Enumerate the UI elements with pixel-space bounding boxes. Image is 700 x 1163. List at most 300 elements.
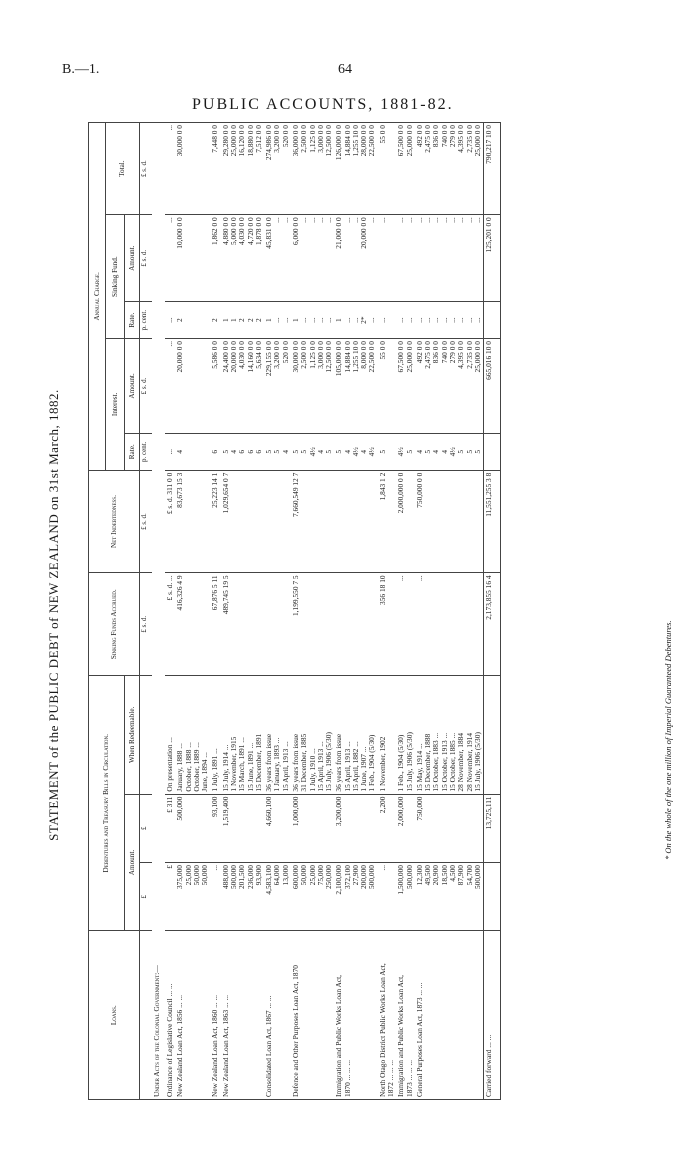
interest-amount-line: 3,000 0 0	[315, 341, 325, 369]
loan-name	[165, 931, 175, 1100]
interest-rate-line: 4	[315, 449, 325, 454]
table-row	[334, 123, 377, 1100]
net-indebtedness: 7,660,549 12 7	[291, 470, 334, 573]
sinking-funds-accrued: 356 18 10	[378, 573, 397, 676]
interest-amount-line: 22,500 0 0	[367, 341, 377, 373]
interest-rate-line: 5	[324, 449, 334, 454]
when-redeemable-line: 15 May, 1914 ...	[414, 743, 424, 792]
interest-amount-line: 25,000 0 0	[404, 341, 414, 373]
debenture-amounts	[221, 863, 264, 931]
when-redeemable-line: January, 1888 ...	[175, 743, 185, 792]
interest-rate-line: 4	[414, 449, 424, 454]
interest-amount-line: 1,125 0 0	[307, 341, 317, 369]
annual-total-line: 7,512 0 0	[253, 125, 263, 153]
debenture-amounts-line: 236,000	[245, 865, 255, 890]
sinking-fund-rate-line: ...	[307, 317, 317, 323]
when-redeemable-line: 15 April, 1913 ...	[342, 741, 352, 792]
annual-total-line: 7,448 0 0	[210, 125, 220, 153]
table-row	[396, 123, 415, 1100]
interest-rate-line: 4½	[307, 447, 317, 457]
sinking-fund-rate-line: ...	[377, 317, 387, 323]
sinking-fund-rate	[334, 302, 377, 339]
interest-amount-line: 24,400 0 0	[220, 341, 230, 373]
table-body	[140, 123, 484, 1100]
table-row	[175, 123, 210, 1100]
debenture-amounts-line: £	[165, 865, 174, 869]
debenture-amounts-line: 488,000	[220, 865, 230, 890]
interest-rate-line: 4	[359, 449, 369, 454]
unit-pcent: p. cent.	[140, 433, 153, 470]
statement-title: STATEMENT of the PUBLIC DEBT of NEW ZEALAND on 31st March, 1882.	[46, 389, 61, 841]
debenture-amounts-line: 375,000	[175, 865, 185, 890]
sinking-fund-rate-line: ...	[165, 317, 174, 323]
interest-rate-line: 4½	[448, 447, 457, 457]
debenture-group-amount: 1,519,400	[221, 794, 264, 862]
sinking-fund-rate-line: 1	[264, 318, 274, 322]
sinking-fund-amount-line: ...	[307, 217, 317, 223]
loan-name-line: 1873 ... ... ...	[404, 1060, 414, 1097]
sinking-fund-amount-line: 6,000 0 0	[290, 217, 300, 246]
table-row	[210, 123, 220, 1100]
running-title: PUBLIC ACCOUNTS, 1881-82.	[192, 96, 454, 113]
loan-name-line: North Otago District Public Works Loan Act,	[377, 963, 387, 1097]
carried-forward-net: 11,551,255 3 8	[484, 470, 501, 573]
sinking-fund-amount-line: ...	[280, 217, 290, 223]
interest-rate-line: 5	[456, 449, 466, 454]
sinking-fund-rate-line: ...	[456, 317, 466, 323]
page-number: 64	[338, 62, 352, 77]
annual-total-line: 28,000 0 0	[359, 125, 369, 157]
sinking-fund-amount-line: ...	[456, 217, 466, 223]
interest-rate	[264, 433, 291, 470]
carried-forward-body	[484, 123, 501, 1100]
sinking-fund-amount	[378, 215, 397, 302]
debenture-amounts-line: 500,000	[404, 865, 414, 890]
sinking-fund-amount-line: ...	[350, 217, 360, 223]
interest-rate-line: 5	[220, 449, 230, 454]
sinking-fund-rate-line: ...	[472, 317, 482, 323]
debenture-amounts-line: 600,000	[290, 865, 300, 890]
sinking-fund-amount-line: 1,878 0 0	[253, 217, 263, 246]
net-indebtedness: 25,223 14 1	[210, 470, 220, 573]
annual-total-line: 67,500 0 0	[396, 125, 406, 157]
debenture-amounts-line: 1,500,000	[396, 865, 406, 895]
units-row	[140, 123, 153, 1100]
debenture-amounts-line: 93,900	[253, 865, 263, 886]
when-redeemable-line: 15 April, 1882 ...	[350, 741, 360, 792]
sinking-fund-rate-line: ...	[299, 317, 309, 323]
header-loans: Loans.	[89, 931, 140, 1100]
net-indebtedness: £ s. d. 311 0 0	[165, 470, 175, 573]
interest-rate-line: 5	[264, 449, 274, 454]
debenture-amounts-line: 200,000	[359, 865, 369, 890]
interest-rate-line: 4	[175, 449, 185, 454]
debenture-amounts-line: 12,300	[414, 865, 424, 886]
interest-rate	[396, 433, 415, 470]
interest-amount	[378, 339, 397, 434]
when-redeemable-line: 1 November, 1902	[377, 736, 387, 792]
when-redeemable-line: 15 October, 1913 ...	[439, 732, 449, 792]
interest-rate	[415, 433, 484, 470]
interest-rate-line: 5	[472, 449, 482, 454]
when-redeemable-line: 1 July, 1891 ...	[210, 748, 220, 792]
when-redeemable-line: 1 Feb., 1904 (5/30)	[367, 734, 377, 792]
interest-amount	[264, 339, 291, 434]
debenture-group-amount: 500,000	[175, 794, 210, 862]
interest-rate	[334, 433, 377, 470]
sinking-fund-rate-line: 1	[220, 318, 230, 322]
when-redeemable-line: 15 March, 1891 ...	[237, 737, 247, 792]
debenture-amounts	[415, 863, 484, 931]
header-sinking-funds-accrued: Sinking Funds Accrued.	[89, 573, 140, 676]
sinking-funds-accrued: £ s. d. ...	[165, 573, 175, 676]
debenture-amounts-line: 201,500	[237, 865, 247, 890]
sinking-funds-accrued: 489,745 19 5	[221, 573, 264, 676]
debenture-amounts-line: 500,000	[228, 865, 238, 890]
when-redeemable	[415, 676, 484, 794]
interest-amount-line: 229,155 0 0	[264, 341, 274, 377]
sinking-fund-rate	[378, 302, 397, 339]
sinking-fund-amount-line: ...	[414, 217, 424, 223]
sinking-fund-amount-line: 10,000 0 0	[175, 217, 185, 249]
loan-name	[210, 931, 220, 1100]
when-redeemable-line: On presentation ...	[165, 737, 174, 792]
interest-amount-line: 8,000 0 0	[359, 341, 369, 369]
debenture-amounts	[378, 863, 397, 931]
carried-forward-sinking-fund: 125,201 0 0	[484, 215, 501, 302]
when-redeemable	[378, 676, 397, 794]
sinking-funds-accrued: 416,326 4 9	[175, 573, 210, 676]
debenture-amounts	[291, 863, 334, 931]
when-redeemable-line: October, 1888 ...	[183, 742, 193, 792]
section-reference: B.—1.	[62, 62, 100, 77]
sinking-fund-rate-line: ...	[423, 317, 433, 323]
annual-total	[175, 123, 210, 215]
debenture-amounts-line: ...	[210, 865, 220, 871]
debenture-group-amount: £ 311	[165, 794, 175, 862]
annual-total-line: 4,395 0 0	[456, 125, 466, 153]
when-redeemable	[165, 676, 175, 794]
loan-name	[334, 931, 377, 1100]
annual-total	[396, 123, 415, 215]
sinking-fund-amount	[334, 215, 377, 302]
loan-name-line: New Zealand Loan Act, 1856 ... ...	[175, 994, 185, 1097]
carried-forward-total: 790,217 10 0	[484, 123, 501, 215]
loan-name-line: New Zealand Loan Act, 1863 ... ...	[220, 994, 230, 1097]
interest-amount	[415, 339, 484, 434]
sinking-fund-amount-line: ...	[472, 217, 482, 223]
sinking-fund-rate-line: ...	[464, 317, 474, 323]
sinking-fund-rate-line: 2	[175, 318, 185, 322]
sinking-fund-amount-line: ...	[423, 217, 433, 223]
sinking-fund-amount-line: 1,862 0 0	[210, 217, 220, 246]
sinking-fund-amount	[291, 215, 334, 302]
header-net-indebtedness: Net Indebtedness.	[89, 470, 140, 573]
loan-name	[291, 931, 334, 1100]
when-redeemable-line: 15 December, 1888	[423, 733, 433, 792]
interest-amount	[221, 339, 264, 434]
interest-amount-line: 25,000 0 0	[472, 341, 482, 373]
debenture-amounts-line: 372,100	[342, 865, 352, 890]
sinking-fund-rate-line: 2	[237, 318, 247, 322]
sinking-fund-amount-line: ...	[299, 217, 309, 223]
interest-rate	[210, 433, 220, 470]
when-redeemable	[175, 676, 210, 794]
annual-total-line: 836 0 0	[431, 125, 441, 148]
interest-rate-line: 4	[228, 449, 238, 454]
interest-rate	[165, 433, 175, 470]
table-row	[221, 123, 264, 1100]
sinking-fund-rate-line: ...	[439, 317, 449, 323]
loan-name-line: Consolidated Loan Act, 1867 ... ...	[264, 995, 274, 1097]
rotated-statement	[40, 120, 680, 1110]
debenture-amounts-line: 25,000	[183, 865, 193, 886]
loan-name	[221, 931, 264, 1100]
sinking-fund-amount-line: ...	[367, 217, 377, 223]
carried-forward-sinking-accrued: 2,173,855 16 4	[484, 573, 501, 676]
debenture-amounts-line: 64,000	[272, 865, 282, 886]
interest-rate-line: 4	[342, 449, 352, 454]
interest-amount	[165, 339, 175, 434]
sinking-fund-rate	[175, 302, 210, 339]
debenture-amounts-line: ...	[377, 865, 387, 871]
sinking-fund-amount-line: ...	[342, 217, 352, 223]
header-interest-amount: Amount.	[125, 339, 140, 434]
sinking-fund-rate-line: ...	[324, 317, 334, 323]
when-redeemable-line: 15 October, 1885 ...	[448, 732, 457, 792]
when-redeemable-line: 15 July, 1906 (5/30)	[324, 732, 334, 792]
interest-amount-line: 14,884 0 0	[342, 341, 352, 373]
annual-total-line: 2,735 0 0	[464, 125, 474, 153]
annual-total-line: 3,000 0 0	[315, 125, 325, 153]
sinking-fund-amount-line: 20,000 0 0	[359, 217, 369, 249]
header-interest: Interest.	[106, 339, 125, 471]
debenture-amounts-line: 20,900	[431, 865, 441, 886]
when-redeemable	[264, 676, 291, 794]
loan-name	[175, 931, 210, 1100]
table-row	[165, 123, 175, 1100]
interest-amount-line: 520 0 0	[280, 341, 290, 364]
sinking-fund-amount	[210, 215, 220, 302]
header-sf-amount: Amount.	[125, 215, 140, 302]
sinking-fund-rate-line: 1	[290, 318, 300, 322]
sinking-fund-rate-line: ...	[367, 317, 377, 323]
debenture-amounts-line: 4,583,100	[264, 865, 274, 895]
interest-rate-line: 6	[253, 449, 263, 454]
when-redeemable-line: June, 1894 ...	[200, 752, 210, 792]
interest-amount-line: 12,500 0 0	[324, 341, 334, 373]
interest-rate	[291, 433, 334, 470]
annual-total-line: 22,500 0 0	[367, 125, 377, 157]
sinking-fund-amount-line: ...	[315, 217, 325, 223]
debenture-amounts	[264, 863, 291, 931]
sinking-fund-rate-line: 2*	[359, 316, 369, 324]
sinking-fund-amount-line: ...	[431, 217, 441, 223]
debenture-amounts-line: 27,900	[350, 865, 360, 886]
interest-rate-line: 5	[464, 449, 474, 454]
sinking-fund-rate	[221, 302, 264, 339]
loan-name	[378, 931, 397, 1100]
debenture-amounts-line: 54,700	[464, 865, 474, 886]
debenture-amounts-line: 49,500	[423, 865, 433, 886]
public-debt-table	[88, 122, 501, 1100]
loan-name-line: 1870 ... ... ...	[342, 1060, 352, 1097]
section-heading-row	[152, 123, 165, 1100]
debenture-amounts-line: 50,000	[299, 865, 309, 886]
interest-rate-line: 6	[245, 449, 255, 454]
sinking-fund-rate	[165, 302, 175, 339]
loan-name-line: New Zealand Loan Act, 1860 ... ...	[210, 994, 220, 1097]
when-redeemable	[396, 676, 415, 794]
sinking-fund-amount-line: ...	[404, 217, 414, 223]
when-redeemable	[334, 676, 377, 794]
sinking-fund-rate-line: 2	[245, 318, 255, 322]
interest-amount-line: 279 0 0	[448, 341, 457, 364]
sinking-fund-rate	[396, 302, 415, 339]
interest-amount-line: 105,000 0 0	[334, 341, 344, 377]
sinking-fund-amount-line: ...	[324, 217, 334, 223]
interest-amount-line: 1,255 10 0	[350, 341, 360, 373]
sinking-fund-amount	[396, 215, 415, 302]
interest-rate	[175, 433, 210, 470]
when-redeemable-line: 28 November, 1914	[464, 732, 474, 792]
header-amount: Amount.	[125, 794, 140, 931]
unit-pcent: p. cent.	[140, 302, 153, 339]
debenture-amounts	[396, 863, 415, 931]
sinking-fund-rate-line: ...	[342, 317, 352, 323]
annual-total	[291, 123, 334, 215]
debenture-group-amount: 750,000	[415, 794, 484, 862]
interest-amount-line: 67,500 0 0	[396, 341, 406, 373]
interest-rate-line: 6	[210, 449, 220, 454]
sinking-fund-rate	[264, 302, 291, 339]
interest-amount	[334, 339, 377, 434]
annual-total-line: 12,500 0 0	[324, 125, 334, 157]
when-redeemable-line: 1 January, 1893 ...	[272, 737, 282, 792]
header-interest-rate: Rate.	[125, 433, 140, 470]
interest-amount	[291, 339, 334, 434]
annual-total-line: ...	[165, 125, 174, 131]
annual-total-line: 29,280 0 0	[220, 125, 230, 157]
interest-amount-line: 4,030 0 0	[237, 341, 247, 369]
sinking-fund-rate-line: ...	[396, 317, 406, 323]
interest-rate-line: ...	[165, 449, 174, 455]
interest-amount-line: 55 0 0	[377, 341, 387, 360]
debenture-amounts-line: 500,000	[472, 865, 482, 890]
debenture-amounts-line: 500,000	[367, 865, 377, 890]
carried-forward-row	[484, 123, 501, 1100]
sinking-fund-rate-line: ...	[404, 317, 414, 323]
sinking-fund-rate-line: ...	[272, 317, 282, 323]
header-sf-rate: Rate.	[125, 302, 140, 339]
annual-total-line: 36,000 0 0	[290, 125, 300, 157]
section-heading: Under Acts of the Colonial Government:—	[152, 123, 165, 1100]
debenture-group-amount: 1,000,000	[291, 794, 334, 862]
sinking-fund-amount-line: ...	[165, 217, 174, 223]
when-redeemable-line: 36 years from issue	[290, 733, 300, 792]
debenture-amounts	[165, 863, 175, 931]
annual-total-line: 520 0 0	[280, 125, 290, 148]
interest-rate-line: 4	[439, 449, 449, 454]
debenture-group-amount: 4,660,100	[264, 794, 291, 862]
interest-amount-line: 20,000 0 0	[175, 341, 185, 373]
carried-forward-interest: 665,016 10 0	[484, 339, 501, 434]
sinking-fund-amount-line: ...	[396, 217, 406, 223]
sinking-fund-amount-line: 4,030 0 0	[237, 217, 247, 246]
sinking-fund-amount-line: 5,000 0 0	[228, 217, 238, 246]
sinking-funds-accrued: ...	[415, 573, 484, 676]
interest-rate-line: 4½	[396, 447, 406, 457]
interest-amount	[210, 339, 220, 434]
sinking-fund-amount-line: 4,720 0 0	[245, 217, 255, 246]
unit-pound: £	[140, 863, 153, 931]
interest-amount-line: 2,735 0 0	[464, 341, 474, 369]
when-redeemable-line: 1 July, 1910 ...	[307, 748, 317, 792]
table-row	[378, 123, 397, 1100]
interest-amount-line: 3,200 0 0	[272, 341, 282, 369]
annual-total-line: 1,255 10 0	[350, 125, 360, 157]
annual-total-line: 492 0 0	[414, 125, 424, 148]
debenture-group-amount: 3,200,000	[334, 794, 377, 862]
annual-total	[378, 123, 397, 215]
sinking-fund-rate-line: 2	[210, 318, 220, 322]
annual-total-line: 1,125 0 0	[307, 125, 317, 153]
sinking-fund-amount-line: 21,000 0 0	[334, 217, 344, 249]
when-redeemable-line: 15 June, 1891 ...	[245, 742, 255, 792]
unit-pound: £	[140, 794, 153, 862]
interest-rate-line: 5	[299, 449, 309, 454]
sinking-fund-amount-line: ...	[439, 217, 449, 223]
debenture-amounts-line: 250,000	[324, 865, 334, 890]
sinking-funds-accrued: 1,199,550 7 5	[291, 573, 334, 676]
interest-amount	[396, 339, 415, 434]
sinking-fund-amount	[175, 215, 210, 302]
unit-sd: £ s. d.	[140, 573, 153, 676]
table-row	[291, 123, 334, 1100]
interest-rate	[221, 433, 264, 470]
sinking-fund-rate	[291, 302, 334, 339]
annual-total-line: 2,475 0 0	[423, 125, 433, 153]
annual-total	[415, 123, 484, 215]
when-redeemable-line: 1 June, 1907 ...	[359, 746, 369, 792]
when-redeemable-line: 15 December, 1891	[253, 733, 263, 792]
debenture-amounts-line: 75,000	[315, 865, 325, 886]
sinking-fund-rate	[415, 302, 484, 339]
interest-rate-line: 4	[280, 449, 290, 454]
debenture-amounts	[175, 863, 210, 931]
header-debentures: Debentures and Treasury Bills in Circulation.	[89, 676, 125, 931]
interest-rate-line: 4	[431, 449, 441, 454]
annual-total-line: 279 0 0	[448, 125, 457, 148]
loan-name-line: Ordinance of Legislative Council ... ...	[165, 983, 174, 1097]
sinking-fund-amount-line: ...	[377, 217, 387, 223]
annual-total-line: 2,500 0 0	[299, 125, 309, 153]
loan-name-line: 1872 ... ... ...	[386, 1060, 396, 1097]
annual-total-line: 740 0 0	[439, 125, 449, 148]
annual-total	[334, 123, 377, 215]
sinking-fund-amount	[221, 215, 264, 302]
sinking-funds-accrued: ...	[396, 573, 415, 676]
footnote: * On the whole of the one million of Imperial Guaranteed Debentures.	[663, 620, 673, 860]
interest-amount-line: 2,475 0 0	[423, 341, 433, 369]
carried-forward-label: Carried forward ... ...	[484, 931, 501, 1100]
interest-rate-line: 5	[290, 449, 300, 454]
sinking-fund-amount-line: 45,831 0 0	[264, 217, 274, 249]
annual-total-line: 126,000 0 0	[334, 125, 344, 161]
unit-sd: £ s. d.	[140, 215, 153, 302]
loan-name-line: Immigration and Public Works Loan Act,	[396, 974, 406, 1097]
sinking-funds-accrued	[334, 573, 377, 676]
